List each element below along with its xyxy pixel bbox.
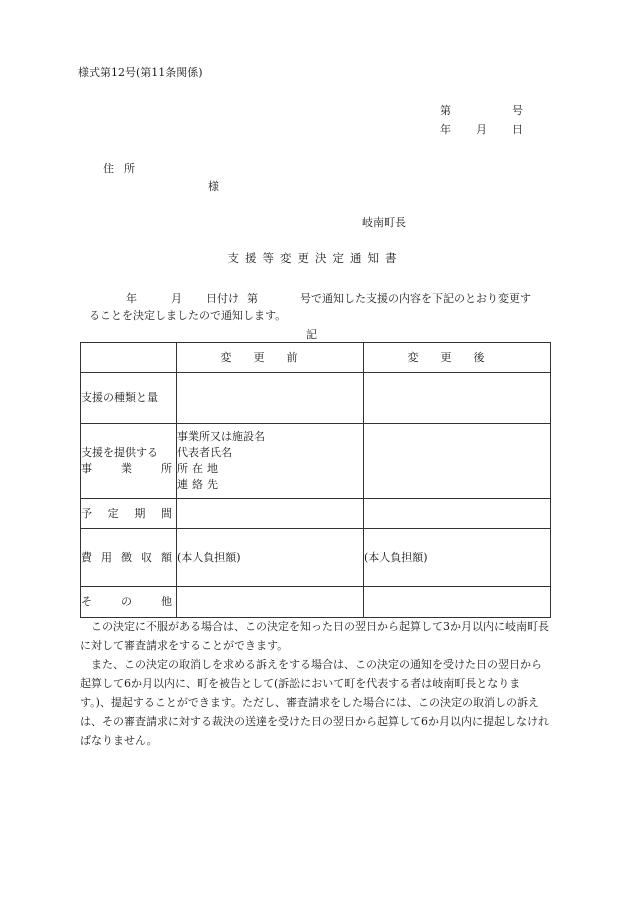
address-label: 住所 <box>103 162 145 175</box>
row-period-label: 予 定 期 間 <box>81 499 177 529</box>
date-year-label: 年 <box>440 123 451 136</box>
provider-field: 連絡先 <box>177 477 222 491</box>
table-row <box>81 499 551 529</box>
provider-after-cell <box>364 424 551 499</box>
provider-field: 事業所又は施設名 <box>177 430 265 444</box>
row-kind-label: 支援の種類と量 <box>81 373 177 424</box>
provider-label-line-2: 事 業 所 <box>81 462 172 475</box>
date-month-label: 月 <box>476 123 487 136</box>
document-title: 支援等変更決定通知書 <box>227 251 403 265</box>
kind-after-cell <box>364 373 551 424</box>
date-day-label: 日 <box>512 123 523 136</box>
provider-field: 代表者氏名 <box>177 446 232 460</box>
ki-heading: 記 <box>306 328 317 341</box>
document-number-suffix: 号 <box>512 104 523 117</box>
body-dated: 日付け <box>206 292 239 305</box>
appeal-notice-paragraph-1: この決定に不服がある場合は、この決定を知った日の翌日から起算して3か月以内に岐南町長に対して審査請求をすることができます。 <box>80 620 549 652</box>
provider-field: 所在地 <box>177 462 222 475</box>
row-other-label: そ の 他 <box>81 587 177 618</box>
table-header-row <box>81 343 551 373</box>
body-number-prefix: 第 <box>247 292 258 305</box>
body-line-1-rest: 号で通知した支援の内容を下記のとおり変更す <box>300 292 531 305</box>
change-table <box>80 342 551 618</box>
table-row <box>81 424 551 499</box>
period-after-cell <box>364 499 551 529</box>
appeal-notice-paragraph-2: また、この決定の取消しを求める訴えをする場合は、この決定の通知を受けた日の翌日から起算して6か月以内に、町を被告として(訴訟において町を代表する者は岐南町長となります。)、提起することができます。ただし、審査請求をした場合には、この決定の取消しの訴えは、その審査請求に対する裁決の送達を受けた日の翌日から起算して6か月以内に提起しなければなりません。 <box>80 658 549 747</box>
table-row <box>81 587 551 618</box>
fee-after-cell: (本人負担額) <box>364 529 551 587</box>
recipient-honorific: 様 <box>208 180 219 193</box>
table-row <box>81 529 551 587</box>
period-before-cell <box>177 499 364 529</box>
provider-label-line-1: 支援を提供する <box>81 446 158 460</box>
other-before-cell <box>177 587 364 618</box>
row-provider-label <box>81 424 177 499</box>
body-line-2: ることを決定しましたので通知します。 <box>89 309 287 322</box>
other-after-cell <box>364 587 551 618</box>
kind-before-cell <box>177 373 364 424</box>
body-line-1 <box>80 290 531 306</box>
table-row <box>81 373 551 424</box>
body-month: 月 <box>171 292 182 305</box>
col-after-header: 変更後 <box>364 343 551 373</box>
header-empty-cell <box>81 343 177 373</box>
fee-before-cell: (本人負担額) <box>177 529 364 587</box>
provider-before-cell <box>177 424 364 499</box>
form-number-label: 様式第12号(第11条関係) <box>78 66 203 79</box>
col-before-header: 変更前 <box>177 343 364 373</box>
body-year: 年 <box>126 292 137 305</box>
issuer-name: 岐南町長 <box>362 216 406 229</box>
row-fee-label: 費 用 徴 収 額 <box>81 529 177 587</box>
document-number-prefix: 第 <box>440 104 451 117</box>
appeal-notice <box>80 617 550 750</box>
